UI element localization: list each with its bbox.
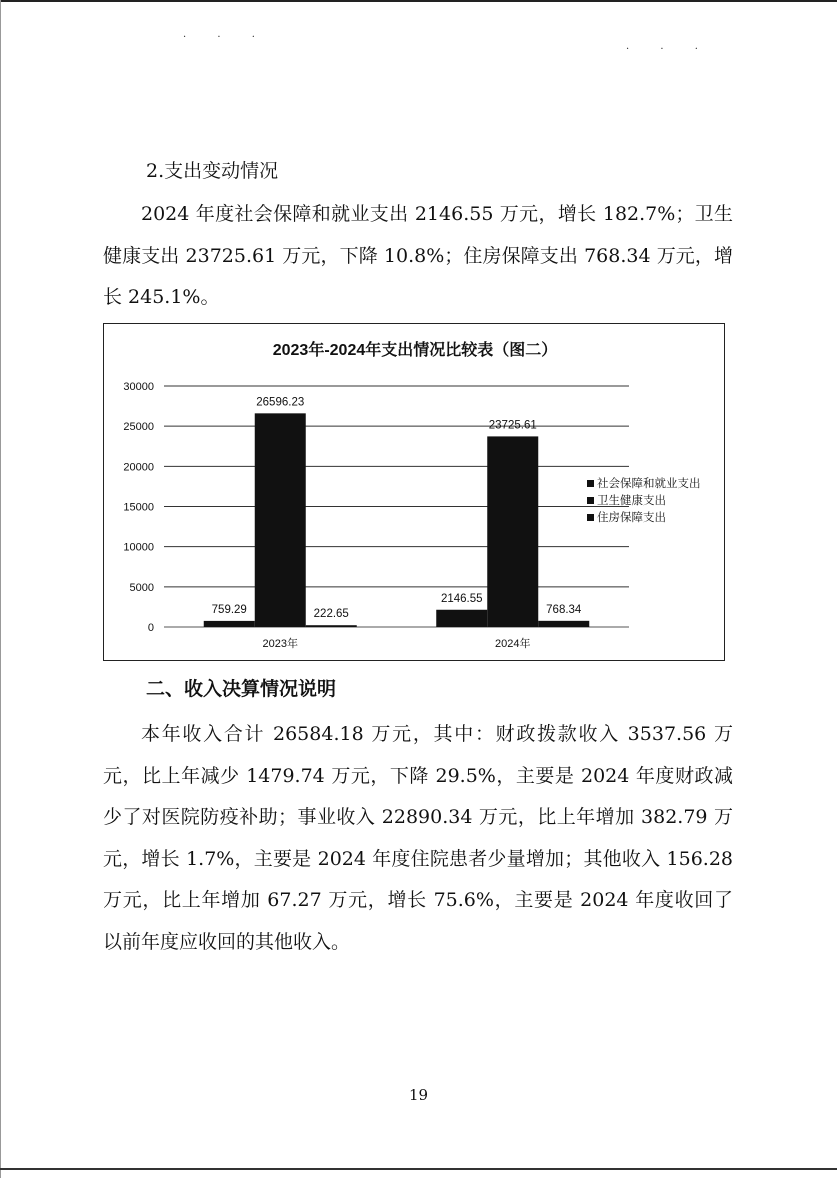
bar [487, 436, 538, 627]
y-tick-label: 15000 [123, 501, 154, 514]
legend-swatch [587, 514, 594, 521]
scan-specks-right: · · · [626, 44, 712, 55]
scan-left-edge [0, 0, 1, 1178]
bar [255, 413, 306, 627]
page-number: 19 [408, 1086, 429, 1104]
expenditure-paragraph: 2024 年度社会保障和就业支出 2146.55 万元，增长 182.7%；卫生健康支出 23725.61 万元，下降 10.8%；住房保障支出 768.34 万元，增长 245.1%。 [103, 203, 733, 308]
bar-chart-svg [104, 324, 726, 662]
legend-label: 社会保障和就业支出 [597, 478, 701, 490]
y-tick-label: 30000 [123, 381, 154, 393]
data-label: 26596.23 [256, 396, 305, 409]
bar [538, 621, 589, 627]
section-heading: 2.支出变动情况 [146, 160, 279, 182]
data-label: 222.65 [313, 608, 349, 621]
y-tick-label: 10000 [123, 541, 154, 554]
data-label: 759.29 [211, 603, 247, 616]
legend-swatch [587, 480, 594, 487]
scan-bottom-edge [0, 1168, 837, 1170]
income-heading: 二、收入决算情况说明 [146, 678, 337, 700]
expenditure-chart [103, 323, 725, 661]
y-tick-label: 5000 [129, 581, 154, 594]
x-tick-label: 2023年 [262, 638, 298, 650]
chart-title: 2023年-2024年支出情况比较表（图二） [272, 342, 558, 359]
y-tick-label: 25000 [123, 421, 154, 434]
data-label: 768.34 [546, 603, 582, 616]
scan-specks-left: · · · [183, 32, 269, 43]
bar [306, 625, 357, 627]
data-label: 2146.55 [440, 592, 483, 605]
y-tick-label: 20000 [123, 461, 154, 474]
legend-label: 住房保障支出 [597, 512, 666, 524]
scan-top-edge [0, 0, 837, 2]
y-tick-label: 0 [147, 622, 154, 634]
x-tick-label: 2024年 [495, 638, 531, 650]
legend-label: 卫生健康支出 [597, 495, 666, 507]
data-label: 23725.61 [488, 419, 537, 432]
bar [436, 610, 487, 627]
legend-swatch [587, 497, 594, 504]
income-paragraph: 本年收入合计 26584.18 万元，其中：财政拨款收入 3537.56 万元，比上年减少 1479.74 万元，下降 29.5%，主要是 2024 年度财政减少了对医院防疫补助；事业收入 22890.34 万元，比上年增加 382.79 万元，增长 1.7%，主要是 2024 年度住院患者少量增加；其他收入 156.28 万元，比上年增加 67.27 万元，增长 75.6%，主要是 2024 年度收回了以前年度应收回的其他收入。 [103, 723, 733, 953]
bar [204, 621, 255, 627]
